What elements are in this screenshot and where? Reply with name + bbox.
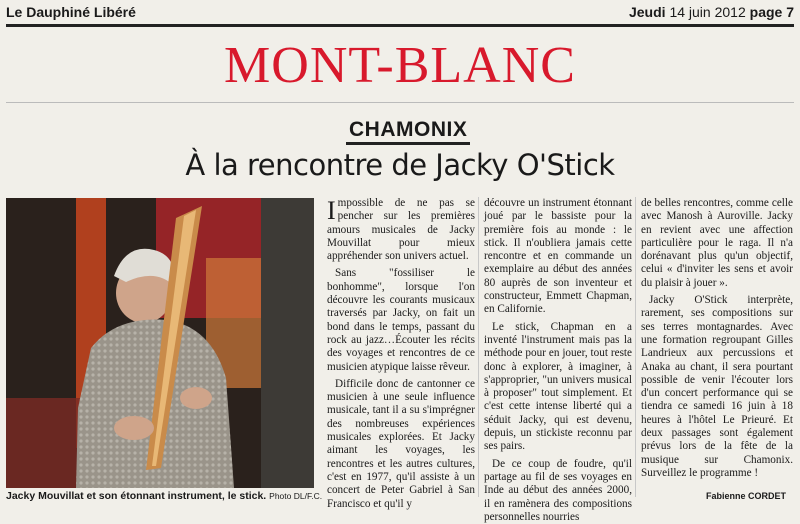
top-rule — [6, 24, 794, 27]
column-divider — [635, 197, 636, 497]
article-paragraph: De ce coup de foudre, qu'il partage au fil de ses voyages en Inde au début des années 2000, il en ramènera des compositions personnelles nourries — [484, 457, 632, 523]
article-paragraph: Jacky O'Stick interprète, rarement, ses compositions sur ses terres montagnardes. Avec une formation regroupant Gilles Landrieux aux percussions et Anaka au chant, il sera pourtant possible de venir l'écouter lors d'un concert performance qui se tiendra ce samedi 16 juin à 18 heures à l'hôtel Le Prieuré. Et deux passages sont également prévus lors de la fête de la musique sur Chamonix. Surveillez le programme ! — [641, 294, 793, 479]
article-headline: À la rencontre de Jacky O'Stick — [185, 148, 615, 182]
article-paragraph: Difficile donc de cantonner ce musicien à une seule influence musicale, tant il a su s'imprégner des nombreuses expériences musicales explorées. Et Jacky aimant les voyages, les rencontres et les autres cultures, c'est en 1977, qu'il assiste à un concert de Peter Gabriel à San Francisco et qu'il y — [327, 377, 475, 510]
photo-credit: Photo DL/F.C. — [269, 491, 323, 501]
article-paragraph — [327, 197, 475, 263]
paragraph-text: mpossible de ne pas se pencher sur les premières amours musicales de Jacky Mouvillat pour mieux appréhender son univers actuel. — [327, 197, 475, 263]
page-number: page 7 — [749, 4, 794, 20]
issue-day: Jeudi — [628, 4, 666, 20]
article-column-1 — [327, 196, 475, 510]
article-paragraph: découvre un instrument étonnant joué par le bassiste pour la première fois au monde : le stick. Il n'oubliera jamais cette rencontre et en commande un exemplaire au début des années 80 auprès de son inventeur et constructeur, Emmett Chapman, en Californie. — [484, 197, 632, 316]
caption-text: Jacky Mouvillat et son étonnant instrument, le stick. — [6, 490, 267, 502]
musician-photo-illustration — [6, 198, 314, 488]
issue-date — [629, 4, 794, 20]
photo-caption — [6, 490, 326, 502]
column-divider — [478, 197, 479, 497]
masthead — [6, 4, 794, 22]
town-kicker: CHAMONIX — [346, 118, 470, 145]
article-paragraph: Le stick, Chapman en a inventé l'instrument mais pas la méthode pour en jouer, tout reste donc à explorer, à imaginer, à s'approprier, "un univers musical à proposer" tout simplement. Et c'est cette intense liberté qui a séduit Jacky, qui est devenu, depuis, un stickiste reconnu par ses pairs. — [484, 320, 632, 453]
article-paragraph: Sans "fossiliser le bonhomme", lorsque l'on découvre les courants musicaux traversés par Jacky, on fait un bond dans le temps, passant du rock au jazz…Écouter les récits des voyages et rencontres de ce musicien atypique laisse rêveur. — [327, 267, 475, 373]
issue-date-text: 14 juin 2012 — [669, 4, 746, 20]
section-rule — [6, 102, 794, 103]
article-paragraph: de belles rencontres, comme celle avec Manosh à Auroville. Jacky en revient avec une affection particulière pour le raga. Il n'a dorénavant plus qu'un objectif, celui « d'inviter les sens et avoir du plaisir à jouer ». — [641, 197, 793, 289]
section-title: MONT-BLANC — [224, 37, 576, 94]
author-signature: Fabienne CORDET — [706, 491, 787, 501]
drop-cap: I — [327, 196, 336, 225]
newspaper-name: Le Dauphiné Libéré — [6, 4, 136, 20]
article-column-2 — [484, 197, 632, 523]
article-column-3 — [641, 197, 793, 497]
article-photo — [6, 198, 314, 488]
